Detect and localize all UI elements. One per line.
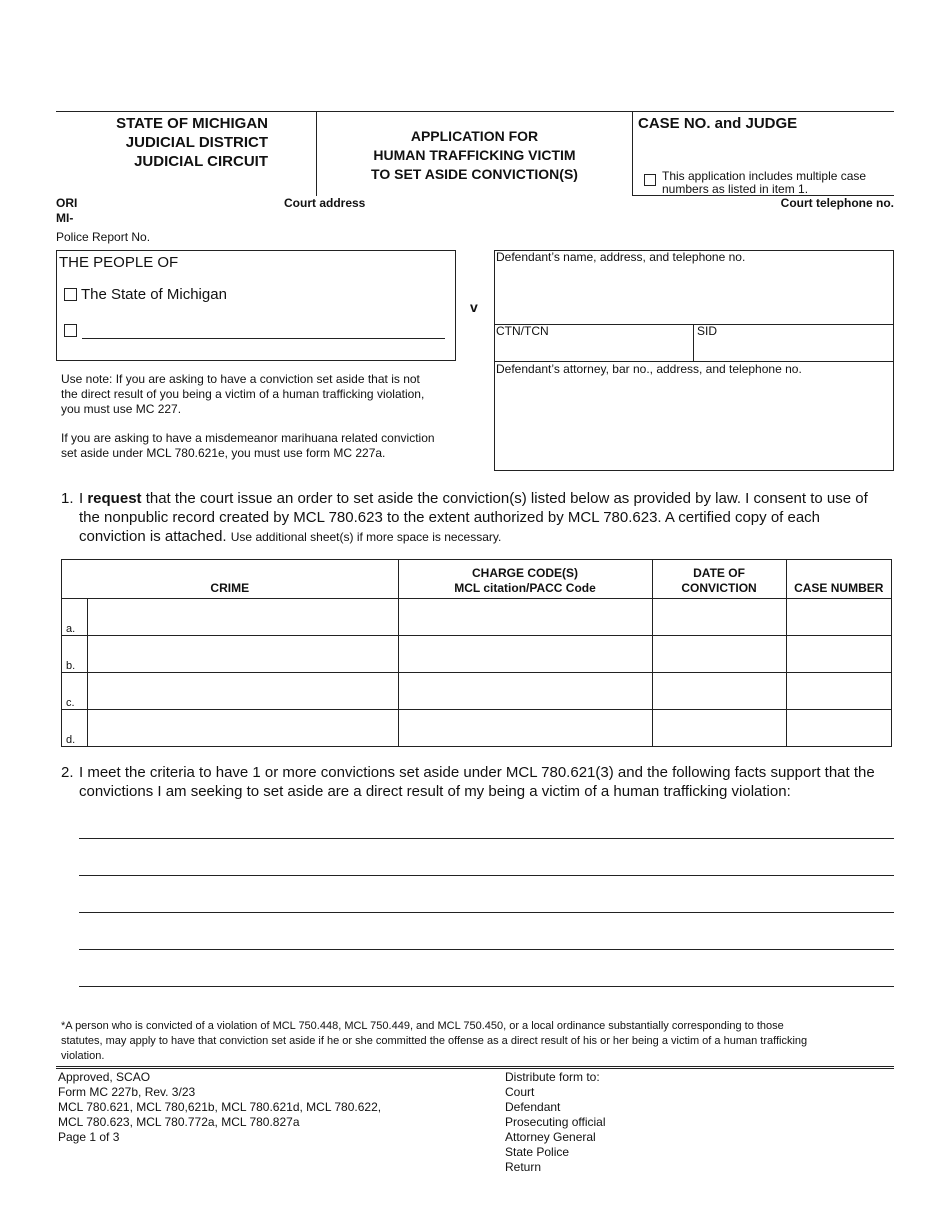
recipient-prosecuting-official: Prosecuting official bbox=[505, 1115, 606, 1129]
facts-line[interactable] bbox=[79, 875, 894, 876]
state-label: STATE OF MICHIGAN bbox=[116, 115, 268, 132]
title-line-3: TO SET ASIDE CONVICTION(S) bbox=[371, 166, 578, 182]
footnote-line-1: *A person who is convicted of a violation of MCL 750.448, MCL 750.449, and MCL 750.450, or a local ordinance substantially corresponding to those bbox=[61, 1020, 784, 1032]
state-of-michigan-checkbox[interactable] bbox=[64, 288, 77, 301]
item-1-line-2: the nonpublic record created by MCL 780.623 to the extent authorized by MCL 780.623. A certified copy of each bbox=[79, 509, 821, 526]
facts-line[interactable] bbox=[79, 949, 894, 950]
court-telephone-label: Court telephone no. bbox=[780, 196, 894, 210]
multiple-case-line-2: numbers as listed in item 1. bbox=[662, 182, 809, 196]
other-plaintiff-checkbox[interactable] bbox=[64, 324, 77, 337]
ctn-label: CTN/TCN bbox=[496, 324, 549, 338]
case-number-cell[interactable] bbox=[786, 673, 891, 710]
charge-code-cell[interactable] bbox=[398, 710, 652, 747]
versus-label: v bbox=[470, 299, 478, 315]
charge-code-cell[interactable] bbox=[398, 599, 652, 636]
table-row bbox=[62, 599, 892, 636]
row-letter: d. bbox=[62, 710, 88, 747]
use-note-line-5: set aside under MCL 780.621e, you must use form MC 227a. bbox=[61, 446, 386, 460]
case-number-cell[interactable] bbox=[786, 599, 891, 636]
court-address-label: Court address bbox=[284, 196, 366, 210]
use-note-line-1: Use note: If you are asking to have a conviction set aside that is not bbox=[61, 372, 420, 386]
date-cell[interactable] bbox=[652, 710, 786, 747]
page-number: Page 1 of 3 bbox=[58, 1130, 120, 1144]
date-cell[interactable] bbox=[652, 636, 786, 673]
multiple-case-line-1: This application includes multiple case bbox=[662, 169, 867, 183]
date-header-line-2: CONVICTION bbox=[681, 581, 757, 595]
form-title bbox=[317, 127, 632, 184]
attorney-label: Defendant’s attorney, bar no., address, and telephone no. bbox=[496, 362, 802, 376]
row-letter: a. bbox=[62, 599, 88, 636]
footnote bbox=[61, 1019, 896, 1064]
header-divider-right bbox=[632, 111, 633, 196]
item-1-text bbox=[79, 489, 899, 547]
crime-cell[interactable] bbox=[88, 636, 399, 673]
state-of-michigan-option: The State of Michigan bbox=[81, 286, 227, 303]
court-header bbox=[116, 114, 268, 171]
case-number-header: CASE NUMBER bbox=[786, 560, 891, 599]
people-of-label: THE PEOPLE OF bbox=[59, 254, 179, 271]
case-number-cell[interactable] bbox=[786, 710, 891, 747]
facts-line[interactable] bbox=[79, 912, 894, 913]
charge-code-header-line-1: CHARGE CODE(S) bbox=[472, 566, 579, 580]
crime-cell[interactable] bbox=[88, 673, 399, 710]
title-line-1: APPLICATION FOR bbox=[410, 128, 539, 144]
item-2-line-2: convictions I am seeking to set aside are a direct result of my being a victim of a human trafficking violation: bbox=[79, 783, 791, 800]
date-header bbox=[652, 560, 786, 599]
recipient-return: Return bbox=[505, 1160, 542, 1174]
footer-rule-1 bbox=[56, 1066, 894, 1067]
row-letter: c. bbox=[62, 673, 88, 710]
date-header-line-1: DATE OF bbox=[693, 566, 745, 580]
recipient-state-police: State Police bbox=[505, 1145, 570, 1159]
item-1-pre: I bbox=[79, 490, 88, 507]
table-row bbox=[62, 636, 892, 673]
item-2-text bbox=[79, 763, 875, 801]
case-no-label: CASE NO. and JUDGE bbox=[638, 115, 798, 132]
header-top-rule bbox=[56, 111, 894, 112]
footer-left bbox=[58, 1070, 381, 1145]
charge-code-header bbox=[398, 560, 652, 599]
district-label: JUDICIAL DISTRICT bbox=[125, 134, 268, 151]
sid-label: SID bbox=[697, 324, 718, 338]
title-line-2: HUMAN TRAFFICKING VICTIM bbox=[373, 147, 576, 163]
footer-distribution bbox=[505, 1070, 606, 1175]
item-1-request: request bbox=[87, 490, 142, 507]
use-note-line-2: the direct result of you being a victim of a human trafficking violation, bbox=[61, 387, 425, 401]
ori-label: ORI bbox=[56, 196, 78, 210]
recipient-defendant: Defendant bbox=[505, 1100, 561, 1114]
use-note-line-4: If you are asking to have a misdemeanor marihuana related conviction bbox=[61, 431, 435, 445]
police-report-label: Police Report No. bbox=[56, 230, 151, 244]
circuit-label: JUDICIAL CIRCUIT bbox=[134, 153, 268, 170]
use-note-line-3: you must use MC 227. bbox=[61, 402, 182, 416]
mi-label: MI- bbox=[56, 211, 74, 225]
other-plaintiff-line[interactable] bbox=[82, 338, 445, 339]
item-2-number: 2. bbox=[61, 764, 74, 781]
charge-code-cell[interactable] bbox=[398, 673, 652, 710]
convictions-table bbox=[61, 559, 892, 747]
defendant-ctn-top-rule bbox=[494, 324, 894, 325]
distribute-label: Distribute form to: bbox=[505, 1070, 600, 1084]
date-cell[interactable] bbox=[652, 599, 786, 636]
item-1-additional-sheets: Use additional sheet(s) if more space is necessary. bbox=[230, 530, 502, 544]
date-cell[interactable] bbox=[652, 673, 786, 710]
table-header-row bbox=[62, 560, 892, 599]
row-letter: b. bbox=[62, 636, 88, 673]
case-number-cell[interactable] bbox=[786, 636, 891, 673]
multiple-case-checkbox[interactable] bbox=[644, 174, 656, 186]
crime-cell[interactable] bbox=[88, 710, 399, 747]
footnote-line-2: statutes, may apply to have that conviction set aside if he or she committed the offense as a direct result of his or her being a victim of a human trafficking bbox=[61, 1035, 808, 1047]
facts-line[interactable] bbox=[79, 838, 894, 839]
item-2-line-1: I meet the criteria to have 1 or more convictions set aside under MCL 780.621(3) and the following facts support that the bbox=[79, 764, 875, 781]
charge-code-header-line-2: MCL citation/PACC Code bbox=[454, 581, 596, 595]
multiple-case-text bbox=[662, 170, 866, 196]
approved-label: Approved, SCAO bbox=[58, 1070, 151, 1084]
ctn-sid-divider bbox=[693, 324, 694, 361]
table-row bbox=[62, 710, 892, 747]
facts-line[interactable] bbox=[79, 986, 894, 987]
item-1-line-1: that the court issue an order to set aside the conviction(s) listed below as provided by law. I consent to use of bbox=[141, 490, 868, 507]
use-note bbox=[61, 372, 435, 461]
charge-code-cell[interactable] bbox=[398, 636, 652, 673]
crime-cell[interactable] bbox=[88, 599, 399, 636]
footer-rule-2 bbox=[56, 1068, 894, 1069]
mcl-citations-1: MCL 780.621, MCL 780,621b, MCL 780.621d, MCL 780.622, bbox=[58, 1100, 382, 1114]
form-number: Form MC 227b, Rev. 3/23 bbox=[58, 1085, 196, 1099]
recipient-court: Court bbox=[505, 1085, 535, 1099]
table-row bbox=[62, 673, 892, 710]
defendant-name-label: Defendant’s name, address, and telephone no. bbox=[496, 250, 746, 264]
mcl-citations-2: MCL 780.623, MCL 780.772a, MCL 780.827a bbox=[58, 1115, 300, 1129]
recipient-attorney-general: Attorney General bbox=[505, 1130, 596, 1144]
footnote-line-3: violation. bbox=[61, 1050, 105, 1062]
item-1-number: 1. bbox=[61, 490, 74, 507]
item-1-line-3: conviction is attached. bbox=[79, 528, 227, 545]
crime-header: CRIME bbox=[62, 560, 399, 599]
